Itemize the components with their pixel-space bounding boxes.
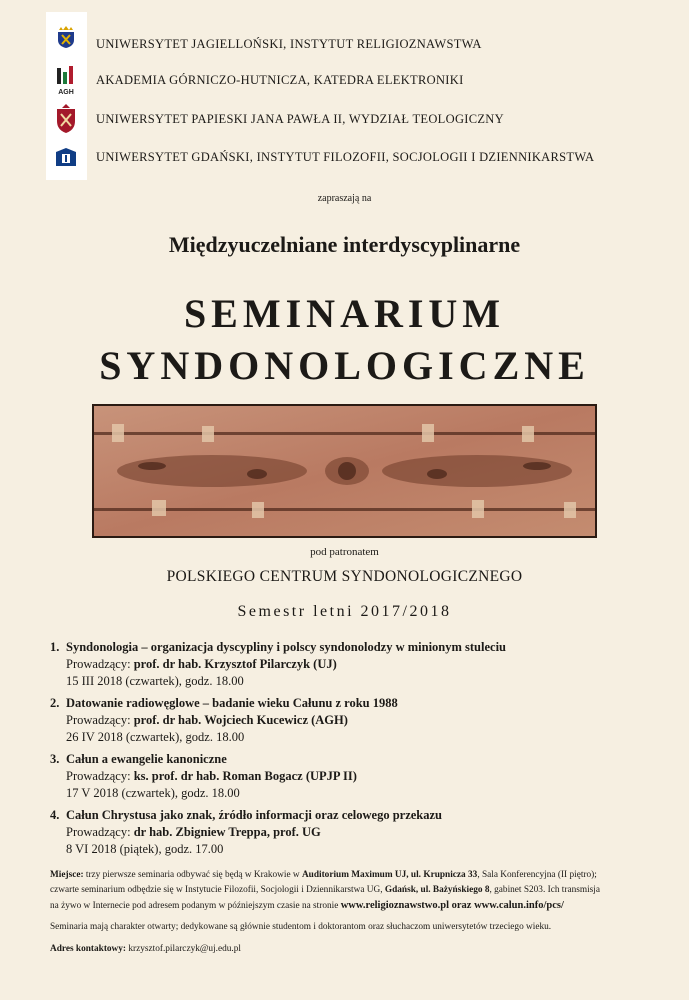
website-links[interactable]: www.religioznawstwo.pl oraz www.calun.info/pcs/ xyxy=(340,900,564,911)
agh-logo-text: AGH xyxy=(58,89,74,96)
seminar-date: 8 VI 2018 (piątek), godz. 17.00 xyxy=(66,842,224,856)
seminar-lead: Prowadzący: prof. dr hab. Krzysztof Pilarczyk (UJ) xyxy=(66,657,337,671)
place-line-1: Miejsce: trzy pierwsze seminaria odbywać się będą w Krakowie w Auditorium Maximum UJ, ul. Krupnicza 33, Sala Konferencyjna (II piętro); xyxy=(50,870,597,880)
open-note: Seminaria mają charakter otwarty; dedykowane są głównie studentom i doktorantom oraz słuchaczom uniwersytetów trzeciego wieku. xyxy=(50,922,552,932)
seminar-lead: Prowadzący: ks. prof. dr hab. Roman Bogacz (UPJP II) xyxy=(66,769,357,783)
patronage-name: POLSKIEGO CENTRUM SYNDONOLOGICZNEGO xyxy=(166,568,523,585)
institution-upjp2: UNIWERSYTET PAPIESKI JANA PAWŁA II, WYDZIAŁ TEOLOGICZNY xyxy=(96,112,504,126)
seminar-lead: Prowadzący: dr hab. Zbigniew Treppa, prof. UG xyxy=(66,825,321,839)
logo-strip xyxy=(46,12,87,180)
ug-logo-icon xyxy=(54,146,78,170)
upjp2-crest-icon xyxy=(54,104,78,134)
seminar-number: 1. xyxy=(50,640,60,654)
seminar-lead: Prowadzący: prof. dr hab. Wojciech Kucewicz (AGH) xyxy=(66,713,348,727)
uj-crest-icon xyxy=(54,25,78,49)
institution-agh: AKADEMIA GÓRNICZO-HUTNICZA, KATEDRA ELEKTRONIKI xyxy=(96,73,464,87)
seminar-date: 15 III 2018 (czwartek), godz. 18.00 xyxy=(66,674,244,688)
seminar-title: Datowanie radiowęglowe – badanie wieku Całunu z roku 1988 xyxy=(66,696,398,710)
semester: Semestr letni 2017/2018 xyxy=(237,603,452,620)
patronage-label: pod patronatem xyxy=(310,546,379,558)
seminar-date: 17 V 2018 (czwartek), godz. 18.00 xyxy=(66,786,240,800)
place-line-2: czwarte seminarium odbędzie się w Instytucie Filozofii, Socjologii i Dziennikarstwa UG, Gdańsk, ul. Bażyńskiego 8, gabinet S203. Ich transmisja xyxy=(50,885,601,895)
seminar-date: 26 IV 2018 (czwartek), godz. 18.00 xyxy=(66,730,245,744)
institution-ug: UNIWERSYTET GDAŃSKI, INSTYTUT FILOZOFII, SOCJOLOGII I DZIENNIKARSTWA xyxy=(96,150,595,164)
seminar-number: 3. xyxy=(50,752,60,766)
shroud-image xyxy=(92,404,597,538)
subtitle: Międzyuczelniane interdyscyplinarne xyxy=(168,232,521,257)
seminar-title: Całun a ewangelie kanoniczne xyxy=(66,752,227,766)
contact-email[interactable]: krzysztof.pilarczyk@uj.edu.pl xyxy=(128,944,241,954)
invite-text: zapraszają na xyxy=(317,193,372,204)
seminar-number: 4. xyxy=(50,808,60,822)
contact-line: Adres kontaktowy: krzysztof.pilarczyk@uj.edu.pl xyxy=(50,944,241,954)
seminar-title: Całun Chrystusa jako znak, źródło informacji oraz celowego przekazu xyxy=(66,808,443,822)
institution-uj: UNIWERSYTET JAGIELLOŃSKI, INSTYTUT RELIGIOZNAWSTWA xyxy=(96,37,482,51)
title-line-1: SEMINARIUM xyxy=(183,291,506,336)
seminar-number: 2. xyxy=(50,696,60,710)
place-line-3: na żywo w Internecie pod adresem podanym w późniejszym czasie na stronie www.religioznawstwo.pl oraz www.calun.info/pcs/ xyxy=(50,900,564,911)
seminar-title: Syndonologia – organizacja dyscypliny i polscy syndonolodzy w minionym stuleciu xyxy=(66,640,507,654)
agh-logo-icon xyxy=(54,64,78,96)
title-line-2: SYNDONOLOGICZNE xyxy=(99,343,590,388)
